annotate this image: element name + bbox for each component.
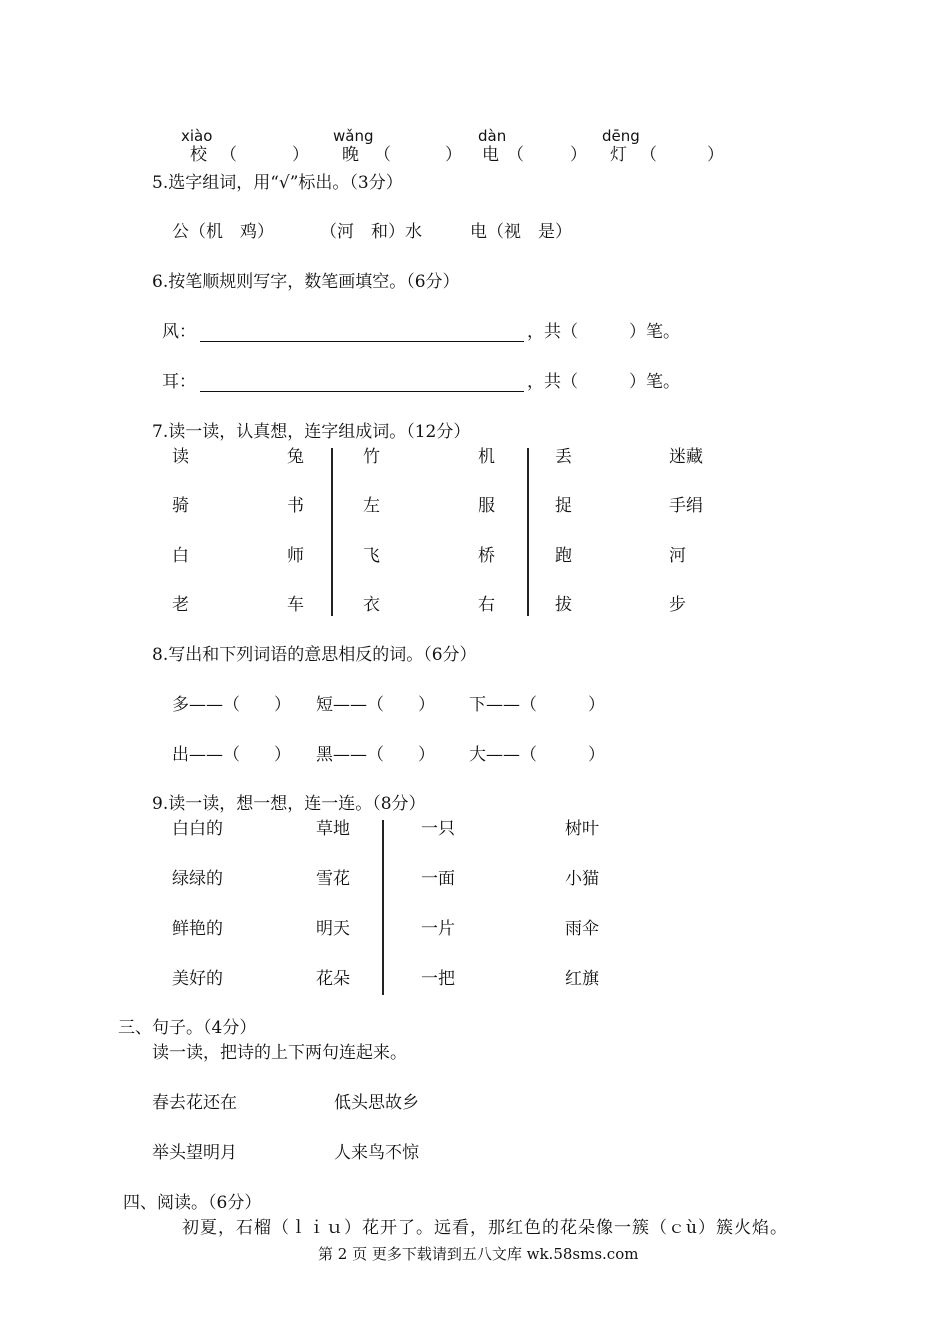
q8-r2-2: 黑——（ ） [316,745,435,765]
paren-close-4: ） [707,145,724,165]
q9-c1-3: 鲜艳的 [172,919,223,939]
paren-open-3: （ [507,145,524,165]
q6-suffix-2: ，共（ ）笔。 [527,372,680,392]
q7-c3-4: 衣 [363,595,380,615]
q9-c4-2: 小猫 [565,869,599,889]
q9-c2-2: 雪花 [316,869,350,889]
q7-c6-1: 迷藏 [669,447,703,467]
q9-c1-1: 白白的 [172,819,223,839]
poem-right-2: 人来鸟不惊 [334,1143,419,1163]
paren-close-1: ） [292,145,309,165]
q9-c1-4: 美好的 [172,969,223,989]
paren-open-1: （ [220,145,237,165]
pinyin-dan: dàn [478,127,507,145]
q8-r2-3: 大——（ ） [469,745,605,765]
q7-c3-1: 竹 [363,447,380,467]
q7-c1-4: 老 [172,595,189,615]
q7-title: 7.读一读，认真想，连字组成词。（12分） [152,422,471,442]
section3-instruction: 读一读，把诗的上下两句连起来。 [152,1043,407,1063]
q7-c6-2: 手绢 [669,496,703,516]
q8-r2-1: 出——（ ） [172,745,291,765]
q6-char-feng: 风： [162,322,196,342]
q8-r1-3: 下——（ ） [469,695,605,715]
q7-c5-4: 拔 [555,595,572,615]
q7-c1-1: 读 [172,447,189,467]
q9-c3-1: 一只 [421,819,455,839]
paren-open-2: （ [374,145,391,165]
paren-close-2: ） [445,145,462,165]
q5-item-1: 公（机 鸡） [172,222,274,242]
q7-c2-2: 书 [287,496,304,516]
q9-c4-3: 雨伞 [565,919,599,939]
pinyin-wang: wǎng [333,127,374,145]
q8-title: 8.写出和下列词语的意思相反的词。（6分） [152,645,477,665]
pinyin-xiao: xiào [181,127,213,145]
q9-c3-2: 一面 [421,869,455,889]
q6-char-er: 耳： [162,372,196,392]
q6-write-line-1[interactable] [200,341,524,342]
q7-c2-3: 师 [287,546,304,566]
q5-item-3: 电（视 是） [470,222,572,242]
paren-close-3: ） [570,145,587,165]
q7-divider-1 [331,448,333,616]
char-dian: 电 [482,145,499,165]
q7-c5-1: 丢 [555,447,572,467]
q9-c2-3: 明天 [316,919,350,939]
q5-item-2: （河 和）水 [320,222,422,242]
paren-open-4: （ [640,145,657,165]
q9-c3-3: 一片 [421,919,455,939]
q7-c2-1: 兔 [287,447,304,467]
section4-title: 四、阅读。（6分） [123,1193,262,1213]
poem-right-1: 低头思故乡 [334,1093,419,1113]
q9-c2-4: 花朵 [316,969,350,989]
pinyin-deng: dēng [602,127,640,145]
reading-passage: 初夏，石榴（ｌｉｕ）花开了。远看，那红色的花朵像一簇（ｃù）簇火焰。 [182,1218,788,1238]
poem-left-1: 春去花还在 [152,1093,237,1113]
q7-c3-2: 左 [363,496,380,516]
q8-r1-2: 短——（ ） [316,695,435,715]
q7-c1-3: 白 [172,546,189,566]
q6-write-line-2[interactable] [200,391,524,392]
q9-title: 9.读一读，想一想，连一连。（8分） [152,794,426,814]
char-deng: 灯 [610,145,627,165]
section3-title: 三、句子。（4分） [118,1018,257,1038]
q7-c5-2: 捉 [555,496,572,516]
q7-c6-3: 河 [669,546,686,566]
q6-suffix-1: ，共（ ）笔。 [527,322,680,342]
q7-c4-1: 机 [478,447,495,467]
q7-c2-4: 车 [287,595,304,615]
q7-c5-3: 跑 [555,546,572,566]
poem-left-2: 举头望明月 [152,1143,237,1163]
q5-title: 5.选字组词，用“√”标出。（3分） [152,173,403,193]
q9-c2-1: 草地 [316,819,350,839]
q7-c1-2: 骑 [172,496,189,516]
q7-c4-2: 服 [478,496,495,516]
char-xiao: 校 [190,145,207,165]
page-footer: 第 2 页 更多下载请到五八文库 wk.58sms.com [318,1245,639,1263]
q9-c1-2: 绿绿的 [172,869,223,889]
q6-title: 6.按笔顺规则写字，数笔画填空。（6分） [152,272,460,292]
char-wan: 晚 [342,145,359,165]
q7-c3-3: 飞 [363,546,380,566]
q7-c6-4: 步 [669,595,686,615]
q9-c4-1: 树叶 [565,819,599,839]
q7-c4-3: 桥 [478,546,495,566]
q7-c4-4: 右 [478,595,495,615]
q9-c4-4: 红旗 [565,969,599,989]
q8-r1-1: 多——（ ） [172,695,291,715]
q9-divider [382,820,384,995]
q9-c3-4: 一把 [421,969,455,989]
q7-divider-2 [527,448,529,616]
